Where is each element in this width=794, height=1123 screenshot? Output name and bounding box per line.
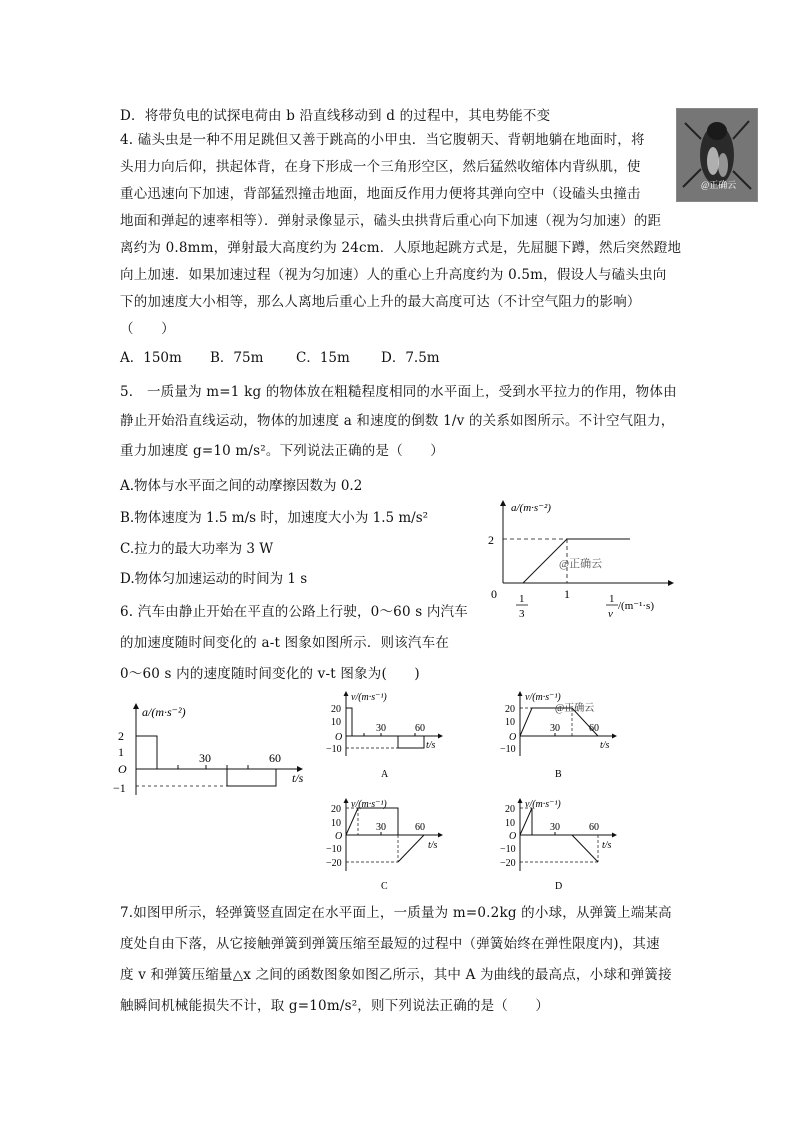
vt-xtick: 30 [376,822,386,833]
q4-line: 4. 磕头虫是一种不用足跳但又善于跳高的小甲虫．当它腹朝天、背朝地躺在地面时，将 [120,132,645,148]
vt-ytick: −10 [500,844,516,855]
graph-watermark: @正确云 [559,558,603,570]
vt-ytick: 10 [331,717,341,728]
origin-label: 0 [491,587,497,601]
q4-option-d: D．7.5m [381,350,440,366]
vt-ytick: 20 [331,704,341,715]
q4-line: （ ） [120,321,175,337]
x-tick-third-den: 3 [519,608,525,620]
q4-line: 头用力向后仰，拱起体背，在身下形成一个三角形空区，然后猛然收缩体内背纵肌，使 [120,159,641,175]
vt-caption: D [555,881,563,892]
q5-option-b: B.物体速度为 1.5 m/s 时，加速度大小为 1.5 m/s² [120,510,429,526]
y-axis-label: a/(m·s⁻²) [511,502,551,514]
vt-ytick: 20 [505,804,515,815]
photo-watermark: @正确云 [701,180,737,190]
vt-ytick: −10 [500,744,516,755]
vt-xtick: 30 [550,822,560,833]
q5-option-c: C.拉力的最大功率为 3 W [120,541,274,557]
q5-a-inverse-v-graph [485,495,675,623]
q4-line: 向上加速．如果加速过程（视为匀加速）人的重心上升高度约为 0.5m，假设人与磕头虫向 [120,267,667,283]
q4-line: 地面和弹起的速率相等）．弹射录像显示，磕头虫拱背后重心向下加速（视为匀加速）的距 [120,213,662,229]
q6-line: 0～60 s 内的速度随时间变化的 v-t 图象为( ) [120,666,420,682]
vt-ytick: O [509,831,517,842]
at-xlabel: t/s [292,771,304,785]
x-label-v: v [608,608,613,620]
vt-xlabel: t/s [426,740,436,751]
q4-line: 离约为 0.8mm，弹射最大高度约为 24cm．人原地起跳方式是，先屈腿下蹲，然后突然蹬地 [120,240,682,256]
at-ytick: O [118,762,127,776]
q6-vt-graph-c [318,795,448,895]
q4-option-a: A．150m [120,350,182,366]
vt-ytick: O [335,732,343,743]
q7-line: 7.如图甲所示，轻弹簧竖直固定在水平面上，一质量为 m=0.2kg 的小球，从弹簧上端某高 [120,905,672,921]
vt-xlabel: t/s [428,840,438,851]
q4-line: 重心迅速向下加速，背部猛烈撞击地面，地面反作用力便将其弹向空中（设磕头虫撞击 [120,186,641,202]
q6-line: 的加速度随时间变化的 a-t 图象如图所示．则该汽车在 [120,635,450,651]
q6-vt-graph-d [492,795,622,895]
q4-option-b: B．75m [210,350,264,366]
at-ytick: −1 [113,781,126,795]
at-xtick: 30 [199,751,211,765]
q4-line: 下的加速度大小相等，那么人离地后重心上升的最大高度可达（不计空气阻力的影响） [120,294,641,310]
x-tick-1: 1 [564,587,570,601]
vt-xtick: 60 [415,822,425,833]
vt-ytick: 10 [331,818,341,829]
q5-option-d: D.物体匀加速运动的时间为 1 s [120,571,308,587]
q5-line: 静止开始沿直线运动，物体的加速度 a 和速度的倒数 1/v 的关系如图所示。不计空气阻力， [120,413,675,429]
beetle-photo [676,108,758,202]
q5-line: 5． 一质量为 m=1 kg 的物体放在粗糙程度相同的水平面上，受到水平拉力的作用，物体由 [120,384,677,400]
vt-ytick: −20 [500,858,516,869]
vt-xtick: 30 [376,723,386,734]
vt-xlabel: t/s [600,740,610,751]
q7-line: 触瞬间机械能损失不计，取 g=10m/s²，则下列说法正确的是（ ） [120,998,550,1014]
q5-option-a: A.物体与水平面之间的动摩擦因数为 0.2 [120,478,363,494]
vt-xtick: 60 [589,822,599,833]
vt-ytick: 10 [505,717,515,728]
vt-ytick: 20 [331,804,341,815]
x-tick-third-num: 1 [519,593,525,605]
vt-ylabel: v/(m·s⁻¹) [525,692,561,703]
q6-vt-graph-a [318,688,448,783]
vt-watermark: @正确云 [555,703,595,714]
vt-xtick: 60 [589,723,599,734]
at-ylabel: a/(m·s⁻²) [142,705,186,719]
y-tick-2: 2 [488,533,494,547]
vt-xtick: 60 [415,723,425,734]
q7-line: 度 v 和弹簧压缩量△x 之间的函数图象如图乙所示，其中 A 为曲线的最高点，小球和弹簧接 [120,967,672,983]
vt-ytick: −10 [326,844,342,855]
vt-ylabel: v/(m·s⁻¹) [525,799,561,810]
q6-vt-graph-b [492,688,622,783]
q6-a-t-graph [110,700,315,805]
at-ytick: 2 [118,729,124,743]
beetle-image [677,109,757,201]
q6-line: 6. 汽车由静止开始在平直的公路上行驶，0～60 s 内汽车 [120,604,468,620]
x-label-num: 1 [609,593,615,605]
vt-ytick: 20 [505,704,515,715]
vt-caption: B [555,769,562,780]
vt-ytick: −10 [326,744,342,755]
vt-ytick: 10 [505,818,515,829]
vt-ylabel: v/(m·s⁻¹) [351,799,387,810]
q4-option-c: C．15m [296,350,350,366]
vt-caption: A [381,769,389,780]
vt-ytick: O [509,732,517,743]
q3-option-d: D．将带负电的试探电荷由 b 沿直线移动到 d 的过程中，其电势能不变 [120,108,551,124]
vt-xlabel: t/s [602,840,612,851]
x-label-unit: /(m⁻¹·s) [618,600,654,612]
vt-xtick: 30 [550,723,560,734]
at-ytick: 1 [118,745,124,759]
vt-ytick: −20 [326,858,342,869]
q5-line: 重力加速度 g=10 m/s²。下列说法正确的是（ ） [120,443,445,459]
vt-caption: C [381,881,388,892]
at-xtick: 60 [269,751,281,765]
vt-ytick: O [335,831,343,842]
vt-ylabel: v/(m·s⁻¹) [351,692,387,703]
q7-line: 度处自由下落，从它接触弹簧到弹簧压缩至最短的过程中（弹簧始终在弹性限度内)，其速 [120,936,660,952]
